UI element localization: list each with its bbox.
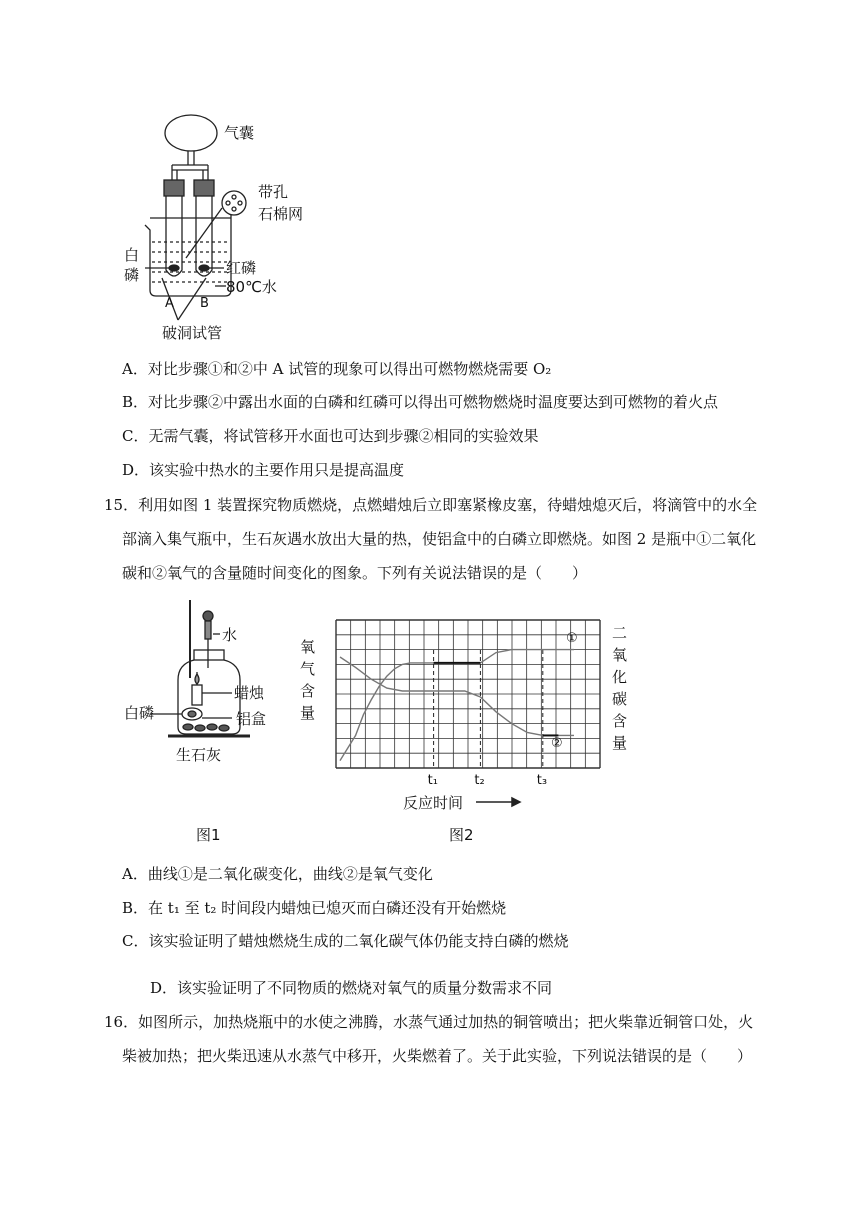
mesh-label-line2: 石棉网	[258, 205, 304, 223]
y-right-label-char: 碳	[612, 690, 628, 708]
y-right-label-char: 氧	[612, 646, 628, 664]
q14-option-a: A．对比步骤①和②中 A 试管的现象可以得出可燃物燃烧需要 O₂	[122, 360, 552, 378]
candle-label: 蜡烛	[234, 684, 265, 702]
q15-option-b: B．在 t₁ 至 t₂ 时间段内蜡烛已熄灭而白磷还没有开始燃烧	[122, 899, 507, 917]
chart-curves	[340, 650, 574, 761]
q15-stem-line3: 碳和②氧气的含量随时间变化的图象。下列有关说法错误的是（ ）	[122, 564, 588, 582]
q14-option-d: D．该实验中热水的主要作用只是提高温度	[122, 461, 405, 479]
series-line-1	[340, 650, 574, 761]
white-phosphorus-label: 白磷	[124, 704, 155, 722]
white-phosphorus-label-2: 磷	[124, 266, 140, 284]
q14-option-b: B．对比步骤②中露出水面的白磷和红磷可以得出可燃物燃烧时温度要达到可燃物的着火点	[122, 393, 719, 411]
water-label: 水	[222, 626, 238, 644]
aluminum-box-label: 铝盒	[236, 710, 267, 728]
q16-stem-line1: 16．如图所示，加热烧瓶中的水使之沸腾，水蒸气通过加热的铜管喷出；把火柴靠近铜管口处，火	[104, 1013, 754, 1031]
y-right-label-char: 二	[612, 624, 628, 642]
y-right-label-char: 含	[612, 712, 628, 730]
white-phosphorus-label-1: 白	[124, 246, 140, 264]
q15-stem-line1: 15．利用如图 1 装置探究物质燃烧，点燃蜡烛后立即塞紧橡皮塞，待蜡烛熄灭后，将滴管中的水全	[104, 496, 758, 514]
broken-tube-label: 破洞试管	[162, 324, 223, 342]
x-tick-label: t₁	[427, 773, 438, 788]
figure1-caption: 图1	[196, 826, 221, 844]
tube-b-label: B	[200, 296, 209, 311]
q15-option-d: D．该实验证明了不同物质的燃烧对氧气的质量分数需求不同	[150, 979, 553, 997]
curve-1-label: ①	[566, 631, 578, 646]
y-left-label-4: 量	[300, 704, 316, 722]
quicklime-label: 生石灰	[176, 746, 222, 764]
mesh-label-line1: 带孔	[258, 183, 289, 201]
balloon-label: 气囊	[224, 124, 255, 142]
q14-option-c: C．无需气囊，将试管移开水面也可达到步骤②相同的实验效果	[122, 427, 539, 445]
x-tick-label: t₂	[474, 773, 485, 788]
x-tick-label: t₃	[536, 773, 548, 788]
y-right-label-char: 量	[612, 734, 628, 752]
y-right-label	[612, 624, 627, 752]
red-phosphorus-label: 红磷	[226, 259, 257, 277]
q16-stem-line2: 柴被加热；把火柴迅速从水蒸气中移开，火柴燃着了。关于此实验，下列说法错误的是（ ）	[122, 1047, 753, 1065]
water-temp-label: 80℃水	[226, 278, 277, 296]
x-axis-label: 反应时间	[403, 794, 464, 812]
q15-option-a: A．曲线①是二氧化碳变化，曲线②是氧气变化	[122, 865, 433, 883]
tube-a-label: A	[165, 296, 174, 311]
figure2-caption: 图2	[449, 826, 474, 844]
q15-stem-line2: 部滴入集气瓶中，生石灰遇水放出大量的热，使铝盒中的白磷立即燃烧。如图 2 是瓶中①二氧化	[122, 530, 757, 548]
y-left-label-3: 含	[300, 682, 316, 700]
q15-option-c: C．该实验证明了蜡烛燃烧生成的二氧化碳气体仍能支持白磷的燃烧	[122, 932, 569, 950]
curve-2-label: ②	[551, 736, 563, 751]
y-right-label-char: 化	[612, 668, 628, 686]
y-left-label-1: 氧	[300, 638, 316, 656]
y-left-label-2: 气	[300, 660, 316, 678]
